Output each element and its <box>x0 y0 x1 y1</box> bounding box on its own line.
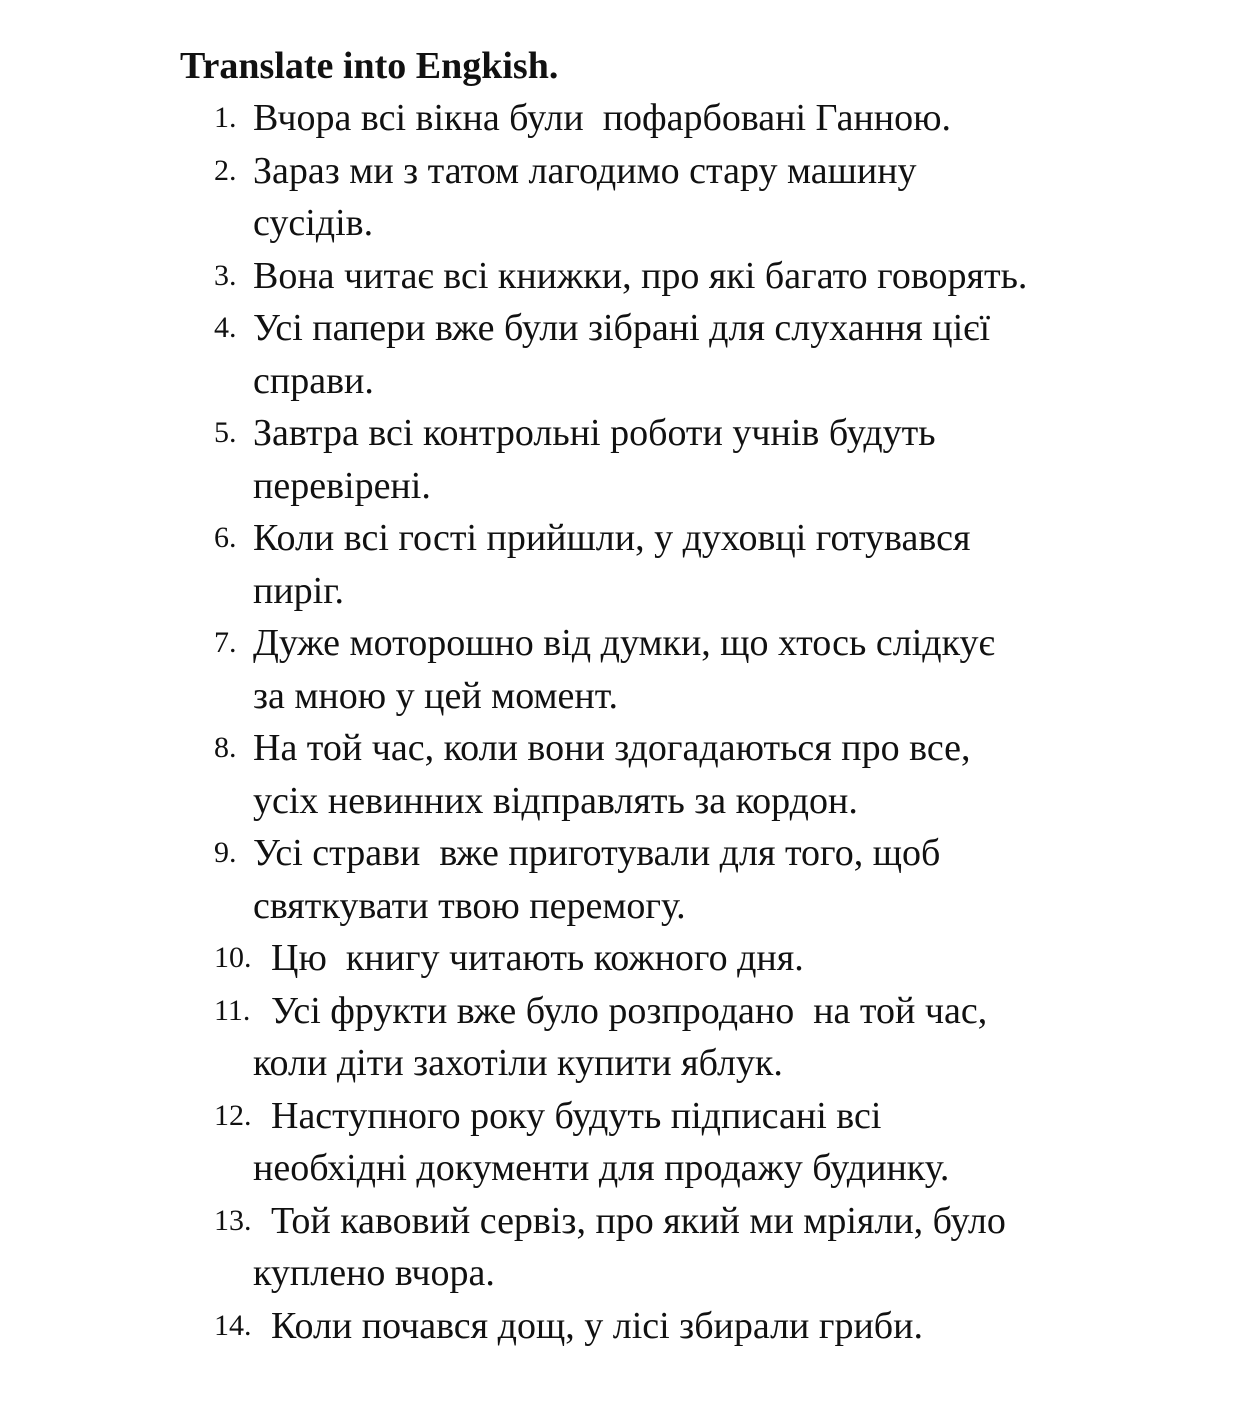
item-sentence: Усі страви вже приготували для того, щоб <box>253 832 941 874</box>
exercise-item <box>214 722 1224 827</box>
item-sentence: Дуже моторошно від думки, що хтось слідкує <box>253 622 995 664</box>
exercise-item <box>214 617 1224 722</box>
item-sentence-continuation: перевірені. <box>253 464 431 507</box>
item-number: 1. <box>214 101 237 134</box>
exercise-item <box>214 1195 1224 1300</box>
item-number: 2. <box>214 153 237 187</box>
item-number: 7. <box>214 626 237 659</box>
item-sentence: Цю книгу читають кожного дня. <box>271 937 804 979</box>
item-number: 4. <box>214 311 237 344</box>
item-number: 5. <box>214 416 237 449</box>
item-sentence-continuation: коли діти захотіли купити яблук. <box>253 1042 783 1084</box>
item-sentence-continuation: куплено вчора. <box>253 1252 495 1294</box>
exercise-item <box>214 250 1224 303</box>
document-heading: Translate into Engkish. <box>180 45 559 87</box>
item-sentence: Той кавовий сервіз, про який ми мріяли, було <box>271 1199 1006 1242</box>
item-number: 13. <box>214 1203 252 1237</box>
item-sentence-continuation: усіх невинних відправлять за кордон. <box>253 779 858 822</box>
exercise-item <box>214 932 1224 985</box>
item-sentence: Наступного року будуть підписані всі <box>271 1094 882 1137</box>
exercise-item <box>214 145 1224 250</box>
item-sentence: Усі папери вже були зібрані для слухання цієї <box>253 307 991 349</box>
exercise-item <box>214 302 1224 407</box>
exercise-item <box>214 1300 1224 1353</box>
item-sentence: Зараз ми з татом лагодимо стару машину <box>253 149 917 192</box>
item-sentence-continuation: сусідів. <box>253 202 374 244</box>
item-sentence-continuation: пиріг. <box>253 569 345 612</box>
exercise-item <box>214 407 1224 512</box>
item-sentence-continuation: за мною у цей момент. <box>253 674 619 717</box>
item-sentence-continuation: необхідні документи для продажу будинку. <box>253 1147 950 1189</box>
item-number: 6. <box>214 521 237 554</box>
item-number: 9. <box>214 836 237 869</box>
exercise-item <box>214 1090 1224 1195</box>
exercise-item <box>214 827 1224 932</box>
item-number: 12. <box>214 1098 252 1132</box>
item-sentence: Вона читає всі книжки, про які багато говорять. <box>253 254 1028 297</box>
item-sentence: Коли всі гості прийшли, у духовці готувався <box>253 517 971 559</box>
item-number: 11. <box>214 993 251 1027</box>
item-number: 14. <box>214 1308 252 1342</box>
item-sentence: Вчора всі вікна були пофарбовані Ганною. <box>253 97 952 139</box>
item-sentence: На той час, коли вони здогадаються про все, <box>253 727 971 769</box>
item-sentence: Коли почався дощ, у лісі збирали гриби. <box>271 1304 923 1347</box>
exercise-item <box>214 92 1224 145</box>
item-sentence-continuation: святкувати твою перемогу. <box>253 884 686 927</box>
item-number: 8. <box>214 731 237 764</box>
item-sentence-continuation: справи. <box>253 359 374 402</box>
exercise-list <box>214 92 1224 1352</box>
exercise-item <box>214 985 1224 1090</box>
item-sentence: Усі фрукти вже було розпродано на той час, <box>271 989 988 1032</box>
item-number: 10. <box>214 941 252 974</box>
item-sentence: Завтра всі контрольні роботи учнів будуть <box>253 412 936 454</box>
item-number: 3. <box>214 258 237 292</box>
exercise-item <box>214 512 1224 617</box>
